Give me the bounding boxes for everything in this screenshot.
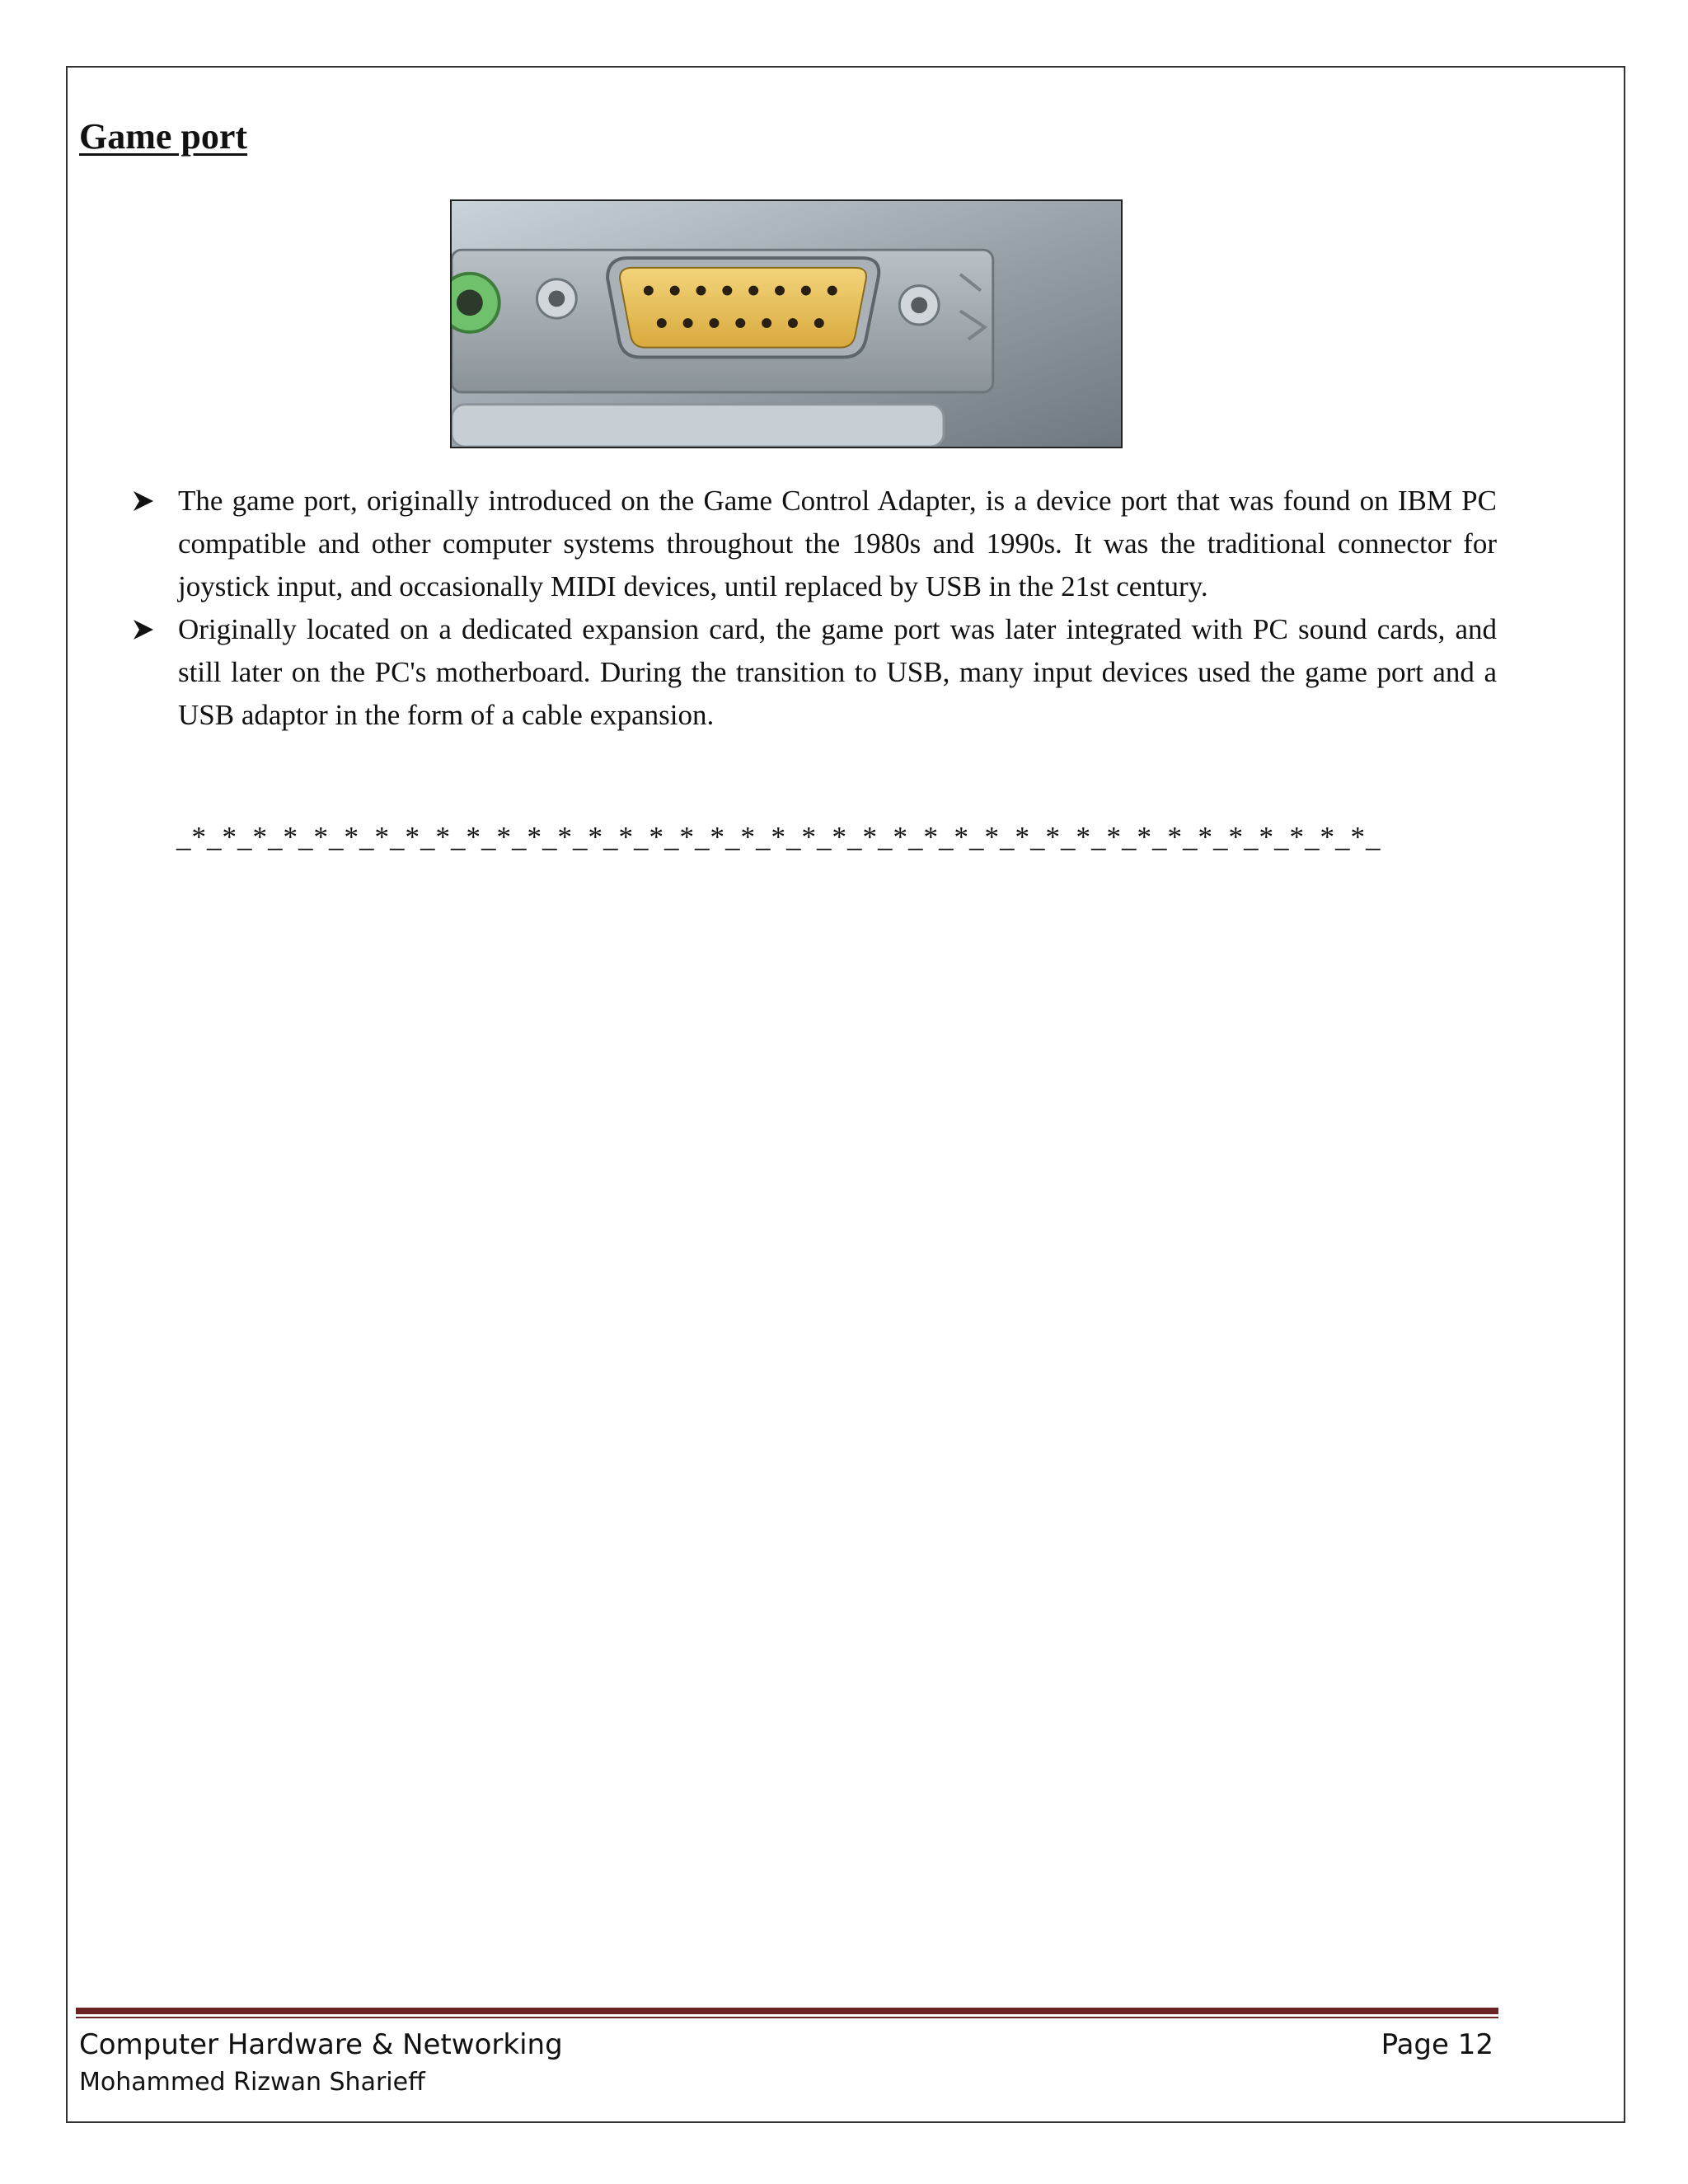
page-number: Page 12 — [1381, 2028, 1493, 2061]
section-divider: _*_*_*_*_*_*_*_*_*_*_*_*_*_*_*_*_*_*_*_*_*_*_*_*_*_*_*_*_*_*_*_*_*_*_*_*_*_*_*_ — [176, 821, 1381, 853]
list-item — [132, 480, 1497, 608]
footer-author: Mohammed Rizwan Sharieff — [79, 2068, 425, 2097]
section-heading: Game port — [79, 116, 248, 157]
arrowhead-bullet-icon — [132, 608, 165, 651]
footer-left — [79, 2026, 563, 2102]
bullet-text: The game port, originally introduced on the Game Control Adapter, is a device port that was found on IBM PC compatible and other computer systems throughout the 1980s and 1990s. It was the traditional connector for joystick input, and occasionally MIDI devices, until replaced by USB in the 21st century. — [178, 485, 1497, 602]
game-port-connector — [620, 268, 866, 348]
arrowhead-bullet-icon — [132, 480, 165, 523]
footer-book-title: Computer Hardware & Networking — [79, 2028, 563, 2061]
game-port-illustration — [452, 201, 1121, 447]
bullet-text: Originally located on a dedicated expansion card, the game port was later integrated with PC sound cards, and still later on the PC's motherboard. During the transition to USB, many input devices used the game port and a USB adaptor in the form of a cable expansion. — [178, 613, 1497, 731]
list-item — [132, 608, 1497, 737]
game-port-photo — [450, 199, 1123, 448]
footer-rule — [76, 2008, 1498, 2018]
bullet-list — [132, 480, 1497, 737]
